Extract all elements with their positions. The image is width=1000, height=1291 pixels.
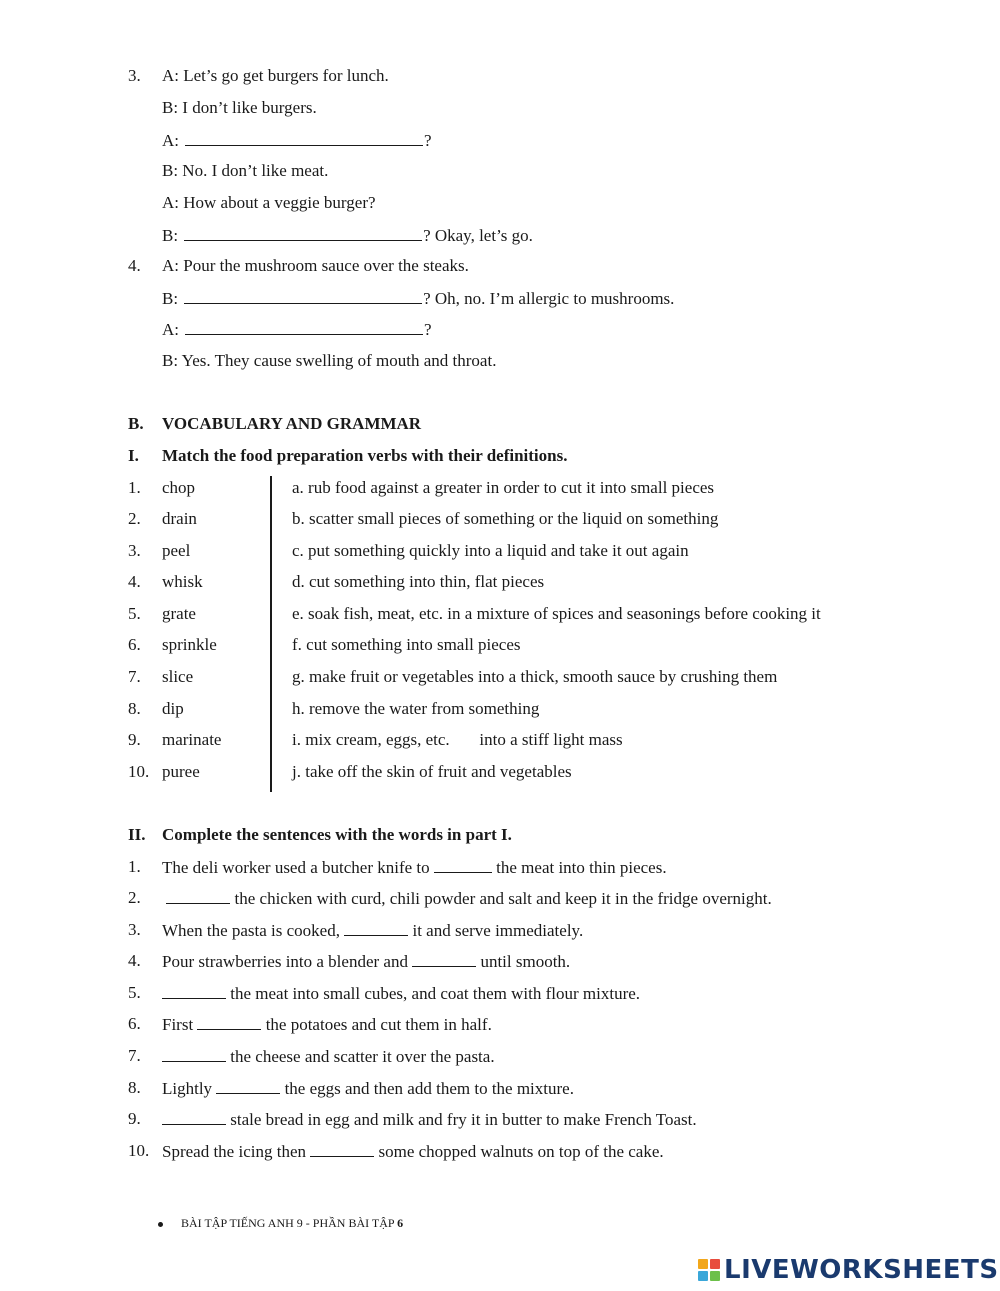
page-footer: [158, 1215, 403, 1231]
answer-blank[interactable]: [162, 982, 226, 999]
liveworksheets-logo: [698, 1256, 999, 1284]
answer-blank[interactable]: [162, 1045, 226, 1062]
footer-text: BÀI TẬP TIẾNG ANH 9 - PHẦN BÀI TẬP: [181, 1216, 398, 1230]
answer-blank[interactable]: [344, 919, 408, 936]
answer-blank[interactable]: [166, 887, 230, 904]
answer-blank[interactable]: [184, 287, 422, 304]
column-divider: [270, 476, 272, 792]
answer-blank[interactable]: [162, 1108, 226, 1125]
answer-blank[interactable]: [184, 224, 422, 241]
logo-text: LIVEWORKSHEETS: [724, 1255, 999, 1285]
answer-blank[interactable]: [185, 318, 423, 335]
answer-blank[interactable]: [216, 1077, 280, 1094]
liveworksheets-logo-icon: [698, 1259, 720, 1281]
answer-blank[interactable]: [412, 950, 476, 967]
answer-blank[interactable]: [434, 856, 492, 873]
answer-blank[interactable]: [310, 1140, 374, 1157]
bullet-icon: [158, 1222, 163, 1227]
answer-blank[interactable]: [197, 1013, 261, 1030]
footer-page-number: 6: [397, 1216, 404, 1230]
answer-blank[interactable]: [185, 129, 423, 146]
